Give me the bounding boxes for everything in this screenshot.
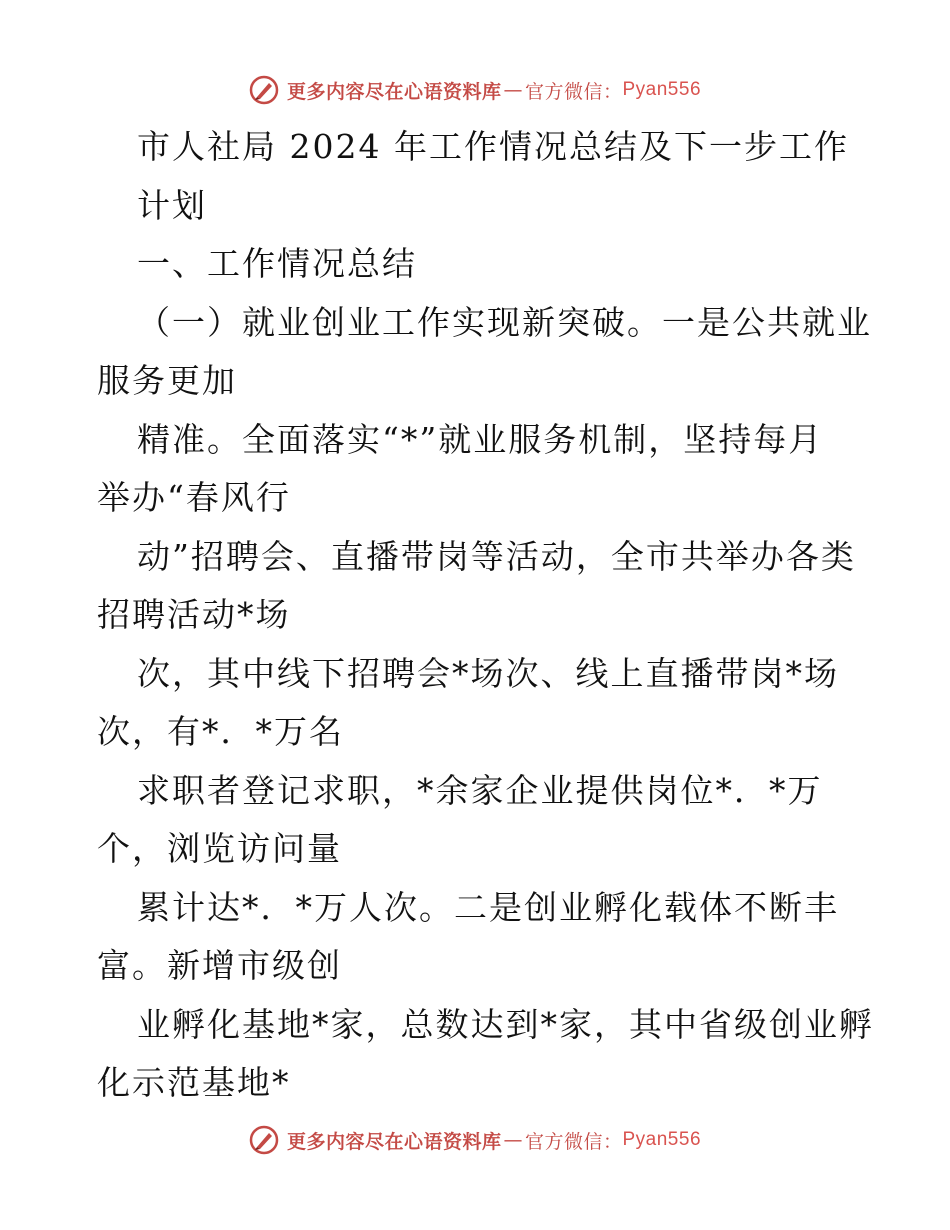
pen-logo-icon bbox=[249, 1125, 279, 1155]
doc-line: 市人社局 2024 年工作情况总结及下一步工作 bbox=[137, 127, 849, 166]
pen-logo-icon bbox=[249, 75, 279, 105]
doc-line: 一、工作情况总结 bbox=[137, 244, 417, 283]
doc-line: 次，其中线下招聘会*场次、线上直播带岗*场 bbox=[137, 653, 839, 693]
watermark-separator: — bbox=[503, 1129, 523, 1151]
doc-line: 业孵化基地*家，总数达到*家，其中省级创业孵 bbox=[137, 1004, 874, 1044]
watermark-footer bbox=[0, 1120, 950, 1160]
doc-line: 个，浏览访问量 bbox=[97, 829, 342, 868]
watermark-header bbox=[0, 70, 950, 110]
doc-line: 招聘活动*场 bbox=[97, 595, 291, 634]
doc-line: 求职者登记求职，*余家企业提供岗位*．*万 bbox=[137, 770, 823, 810]
document-body bbox=[97, 118, 877, 1113]
doc-line: 服务更加 bbox=[97, 361, 237, 400]
watermark-separator: — bbox=[503, 79, 523, 101]
watermark-wechat-label: 官方微信： bbox=[524, 1130, 623, 1153]
doc-line: 举办“春风行 bbox=[97, 478, 291, 517]
doc-line: 精准。全面落实“*”就业服务机制，坚持每月 bbox=[137, 419, 824, 459]
watermark-wechat-label: 官方微信： bbox=[524, 80, 623, 103]
doc-line: 计划 bbox=[137, 185, 207, 225]
doc-line: 累计达*．*万人次。二是创业孵化载体不断丰 bbox=[137, 887, 839, 927]
doc-line: 化示范基地* bbox=[97, 1063, 291, 1102]
watermark-site-name: 更多内容尽在心语资料库 bbox=[286, 80, 502, 103]
doc-line: （一）就业创业工作实现新突破。一是公共就业 bbox=[137, 302, 872, 342]
watermark-wechat-id: Pyan556 bbox=[622, 79, 702, 100]
doc-line: 次，有*．*万名 bbox=[97, 712, 344, 751]
watermark-site-name: 更多内容尽在心语资料库 bbox=[286, 1130, 502, 1153]
watermark-wechat-id: Pyan556 bbox=[622, 1129, 702, 1150]
doc-line: 动”招聘会、直播带岗等活动，全市共举办各类 bbox=[137, 536, 856, 576]
doc-line: 富。新增市级创 bbox=[97, 946, 342, 985]
